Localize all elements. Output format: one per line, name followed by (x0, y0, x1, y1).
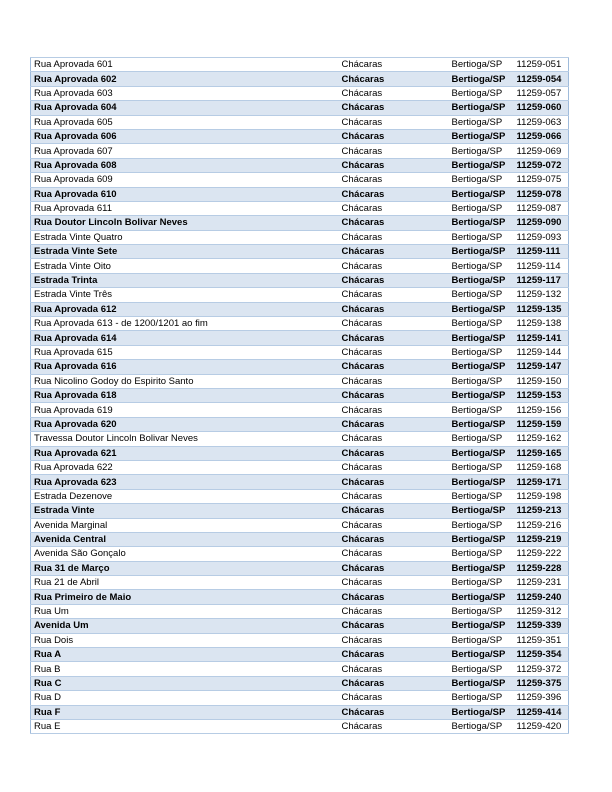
street-cell: Rua Aprovada 623 (31, 475, 339, 489)
city-state-cell: Bertioga/SP (449, 273, 514, 287)
neighborhood-cell: Chácaras (339, 158, 449, 172)
street-cell: Estrada Vinte (31, 504, 339, 518)
neighborhood-cell: Chácaras (339, 101, 449, 115)
street-cell: Rua Aprovada 613 - de 1200/1201 ao fim (31, 317, 339, 331)
city-state-cell: Bertioga/SP (449, 317, 514, 331)
street-cell: Rua Aprovada 622 (31, 460, 339, 474)
table-row (31, 504, 569, 518)
neighborhood-cell: Chácaras (339, 360, 449, 374)
neighborhood-cell: Chácaras (339, 475, 449, 489)
cep-cell: 11259-072 (514, 158, 569, 172)
cep-cell: 11259-213 (514, 504, 569, 518)
neighborhood-cell: Chácaras (339, 604, 449, 618)
street-cell: Rua B (31, 662, 339, 676)
city-state-cell: Bertioga/SP (449, 403, 514, 417)
city-state-cell: Bertioga/SP (449, 633, 514, 647)
table-row (31, 230, 569, 244)
neighborhood-cell: Chácaras (339, 302, 449, 316)
neighborhood-cell: Chácaras (339, 561, 449, 575)
cep-cell: 11259-066 (514, 129, 569, 143)
city-state-cell: Bertioga/SP (449, 648, 514, 662)
city-state-cell: Bertioga/SP (449, 705, 514, 719)
neighborhood-cell: Chácaras (339, 676, 449, 690)
neighborhood-cell: Chácaras (339, 187, 449, 201)
neighborhood-cell: Chácaras (339, 489, 449, 503)
city-state-cell: Bertioga/SP (449, 302, 514, 316)
cep-cell: 11259-222 (514, 547, 569, 561)
table-row (31, 129, 569, 143)
city-state-cell: Bertioga/SP (449, 360, 514, 374)
cep-cell: 11259-138 (514, 317, 569, 331)
street-cell: Rua Aprovada 606 (31, 129, 339, 143)
table-row (31, 144, 569, 158)
cep-cell: 11259-090 (514, 216, 569, 230)
cep-cell: 11259-231 (514, 576, 569, 590)
street-cell: Rua Aprovada 614 (31, 331, 339, 345)
street-cell: Rua Um (31, 604, 339, 618)
table-row (31, 331, 569, 345)
cep-cell: 11259-153 (514, 388, 569, 402)
city-state-cell: Bertioga/SP (449, 604, 514, 618)
city-state-cell: Bertioga/SP (449, 504, 514, 518)
city-state-cell: Bertioga/SP (449, 417, 514, 431)
table-row (31, 101, 569, 115)
cep-cell: 11259-117 (514, 273, 569, 287)
street-cell: Rua E (31, 719, 339, 733)
cep-cell: 11259-150 (514, 374, 569, 388)
neighborhood-cell: Chácaras (339, 245, 449, 259)
table-row (31, 676, 569, 690)
cep-cell: 11259-114 (514, 259, 569, 273)
city-state-cell: Bertioga/SP (449, 230, 514, 244)
city-state-cell: Bertioga/SP (449, 561, 514, 575)
neighborhood-cell: Chácaras (339, 72, 449, 86)
cep-cell: 11259-069 (514, 144, 569, 158)
street-cell: Avenida São Gonçalo (31, 547, 339, 561)
cep-cell: 11259-228 (514, 561, 569, 575)
city-state-cell: Bertioga/SP (449, 489, 514, 503)
neighborhood-cell: Chácaras (339, 144, 449, 158)
neighborhood-cell: Chácaras (339, 115, 449, 129)
city-state-cell: Bertioga/SP (449, 288, 514, 302)
neighborhood-cell: Chácaras (339, 576, 449, 590)
street-cell: Estrada Vinte Sete (31, 245, 339, 259)
cep-cell: 11259-087 (514, 201, 569, 215)
table-row (31, 259, 569, 273)
table-row (31, 216, 569, 230)
table-row (31, 705, 569, 719)
city-state-cell: Bertioga/SP (449, 173, 514, 187)
neighborhood-cell: Chácaras (339, 691, 449, 705)
street-cell: Rua Aprovada 601 (31, 58, 339, 72)
neighborhood-cell: Chácaras (339, 259, 449, 273)
table-row (31, 475, 569, 489)
city-state-cell: Bertioga/SP (449, 388, 514, 402)
street-cell: Rua Aprovada 602 (31, 72, 339, 86)
city-state-cell: Bertioga/SP (449, 101, 514, 115)
city-state-cell: Bertioga/SP (449, 158, 514, 172)
neighborhood-cell: Chácaras (339, 388, 449, 402)
city-state-cell: Bertioga/SP (449, 475, 514, 489)
cep-cell: 11259-396 (514, 691, 569, 705)
neighborhood-cell: Chácaras (339, 288, 449, 302)
street-cell: Estrada Dezenove (31, 489, 339, 503)
table-row (31, 288, 569, 302)
neighborhood-cell: Chácaras (339, 345, 449, 359)
city-state-cell: Bertioga/SP (449, 216, 514, 230)
table-row (31, 173, 569, 187)
cep-table-body (31, 58, 569, 734)
street-cell: Avenida Marginal (31, 518, 339, 532)
city-state-cell: Bertioga/SP (449, 129, 514, 143)
neighborhood-cell: Chácaras (339, 201, 449, 215)
street-cell: Avenida Central (31, 532, 339, 546)
city-state-cell: Bertioga/SP (449, 72, 514, 86)
neighborhood-cell: Chácaras (339, 230, 449, 244)
cep-cell: 11259-156 (514, 403, 569, 417)
city-state-cell: Bertioga/SP (449, 676, 514, 690)
cep-cell: 11259-420 (514, 719, 569, 733)
table-row (31, 619, 569, 633)
neighborhood-cell: Chácaras (339, 547, 449, 561)
cep-table (30, 57, 569, 734)
cep-cell: 11259-111 (514, 245, 569, 259)
cep-cell: 11259-216 (514, 518, 569, 532)
table-row (31, 302, 569, 316)
neighborhood-cell: Chácaras (339, 417, 449, 431)
street-cell: Rua 21 de Abril (31, 576, 339, 590)
street-cell: Rua Aprovada 616 (31, 360, 339, 374)
street-cell: Estrada Vinte Três (31, 288, 339, 302)
street-cell: Rua Aprovada 618 (31, 388, 339, 402)
street-cell: Rua Primeiro de Maio (31, 590, 339, 604)
city-state-cell: Bertioga/SP (449, 590, 514, 604)
table-row (31, 489, 569, 503)
street-cell: Estrada Vinte Quatro (31, 230, 339, 244)
street-cell: Rua Aprovada 603 (31, 86, 339, 100)
street-cell: Travessa Doutor Lincoln Bolivar Neves (31, 432, 339, 446)
street-cell: Rua 31 de Março (31, 561, 339, 575)
cep-cell: 11259-414 (514, 705, 569, 719)
cep-cell: 11259-144 (514, 345, 569, 359)
street-cell: Avenida Um (31, 619, 339, 633)
table-row (31, 58, 569, 72)
city-state-cell: Bertioga/SP (449, 345, 514, 359)
table-row (31, 561, 569, 575)
city-state-cell: Bertioga/SP (449, 619, 514, 633)
street-cell: Rua F (31, 705, 339, 719)
cep-cell: 11259-162 (514, 432, 569, 446)
table-row (31, 576, 569, 590)
neighborhood-cell: Chácaras (339, 403, 449, 417)
cep-cell: 11259-093 (514, 230, 569, 244)
table-row (31, 345, 569, 359)
neighborhood-cell: Chácaras (339, 129, 449, 143)
neighborhood-cell: Chácaras (339, 705, 449, 719)
cep-cell: 11259-078 (514, 187, 569, 201)
neighborhood-cell: Chácaras (339, 648, 449, 662)
cep-cell: 11259-351 (514, 633, 569, 647)
cep-cell: 11259-165 (514, 446, 569, 460)
cep-cell: 11259-051 (514, 58, 569, 72)
table-row (31, 317, 569, 331)
street-cell: Rua Doutor Lincoln Bolivar Neves (31, 216, 339, 230)
table-row (31, 388, 569, 402)
street-cell: Rua D (31, 691, 339, 705)
table-row (31, 115, 569, 129)
city-state-cell: Bertioga/SP (449, 187, 514, 201)
street-cell: Estrada Trinta (31, 273, 339, 287)
neighborhood-cell: Chácaras (339, 374, 449, 388)
neighborhood-cell: Chácaras (339, 532, 449, 546)
cep-cell: 11259-339 (514, 619, 569, 633)
neighborhood-cell: Chácaras (339, 58, 449, 72)
city-state-cell: Bertioga/SP (449, 86, 514, 100)
table-row (31, 403, 569, 417)
neighborhood-cell: Chácaras (339, 518, 449, 532)
table-row (31, 604, 569, 618)
street-cell: Rua Aprovada 608 (31, 158, 339, 172)
city-state-cell: Bertioga/SP (449, 460, 514, 474)
neighborhood-cell: Chácaras (339, 633, 449, 647)
table-row (31, 72, 569, 86)
city-state-cell: Bertioga/SP (449, 331, 514, 345)
cep-cell: 11259-171 (514, 475, 569, 489)
street-cell: Rua Aprovada 609 (31, 173, 339, 187)
city-state-cell: Bertioga/SP (449, 259, 514, 273)
neighborhood-cell: Chácaras (339, 317, 449, 331)
city-state-cell: Bertioga/SP (449, 432, 514, 446)
table-row (31, 273, 569, 287)
street-cell: Rua Aprovada 605 (31, 115, 339, 129)
cep-cell: 11259-159 (514, 417, 569, 431)
cep-cell: 11259-132 (514, 288, 569, 302)
cep-cell: 11259-141 (514, 331, 569, 345)
city-state-cell: Bertioga/SP (449, 201, 514, 215)
cep-cell: 11259-312 (514, 604, 569, 618)
city-state-cell: Bertioga/SP (449, 691, 514, 705)
street-cell: Rua Aprovada 610 (31, 187, 339, 201)
cep-cell: 11259-354 (514, 648, 569, 662)
cep-cell: 11259-240 (514, 590, 569, 604)
neighborhood-cell: Chácaras (339, 460, 449, 474)
table-row (31, 460, 569, 474)
cep-cell: 11259-372 (514, 662, 569, 676)
street-cell: Rua Aprovada 607 (31, 144, 339, 158)
street-cell: Rua Dois (31, 633, 339, 647)
city-state-cell: Bertioga/SP (449, 115, 514, 129)
street-cell: Rua Aprovada 620 (31, 417, 339, 431)
table-row (31, 648, 569, 662)
table-row (31, 532, 569, 546)
street-cell: Rua Aprovada 612 (31, 302, 339, 316)
table-row (31, 417, 569, 431)
neighborhood-cell: Chácaras (339, 719, 449, 733)
neighborhood-cell: Chácaras (339, 590, 449, 604)
city-state-cell: Bertioga/SP (449, 532, 514, 546)
street-cell: Rua Aprovada 611 (31, 201, 339, 215)
neighborhood-cell: Chácaras (339, 432, 449, 446)
cep-cell: 11259-168 (514, 460, 569, 474)
table-row (31, 374, 569, 388)
table-row (31, 662, 569, 676)
street-cell: Estrada Vinte Oito (31, 259, 339, 273)
city-state-cell: Bertioga/SP (449, 547, 514, 561)
cep-cell: 11259-060 (514, 101, 569, 115)
street-cell: Rua Aprovada 615 (31, 345, 339, 359)
cep-cell: 11259-075 (514, 173, 569, 187)
cep-cell: 11259-054 (514, 72, 569, 86)
neighborhood-cell: Chácaras (339, 173, 449, 187)
table-row (31, 446, 569, 460)
city-state-cell: Bertioga/SP (449, 446, 514, 460)
cep-cell: 11259-057 (514, 86, 569, 100)
table-row (31, 547, 569, 561)
table-row (31, 432, 569, 446)
city-state-cell: Bertioga/SP (449, 719, 514, 733)
cep-cell: 11259-135 (514, 302, 569, 316)
street-cell: Rua Aprovada 619 (31, 403, 339, 417)
table-row (31, 633, 569, 647)
neighborhood-cell: Chácaras (339, 216, 449, 230)
street-cell: Rua C (31, 676, 339, 690)
cep-cell: 11259-147 (514, 360, 569, 374)
table-row (31, 201, 569, 215)
table-row (31, 590, 569, 604)
city-state-cell: Bertioga/SP (449, 576, 514, 590)
neighborhood-cell: Chácaras (339, 446, 449, 460)
street-cell: Rua Nicolino Godoy do Espirito Santo (31, 374, 339, 388)
cep-cell: 11259-198 (514, 489, 569, 503)
city-state-cell: Bertioga/SP (449, 374, 514, 388)
cep-cell: 11259-375 (514, 676, 569, 690)
neighborhood-cell: Chácaras (339, 662, 449, 676)
table-row (31, 158, 569, 172)
neighborhood-cell: Chácaras (339, 619, 449, 633)
cep-cell: 11259-063 (514, 115, 569, 129)
table-row (31, 187, 569, 201)
table-row (31, 360, 569, 374)
table-row (31, 245, 569, 259)
table-row (31, 86, 569, 100)
city-state-cell: Bertioga/SP (449, 662, 514, 676)
street-cell: Rua A (31, 648, 339, 662)
table-row (31, 518, 569, 532)
table-row (31, 691, 569, 705)
street-cell: Rua Aprovada 604 (31, 101, 339, 115)
table-row (31, 719, 569, 733)
city-state-cell: Bertioga/SP (449, 144, 514, 158)
street-cell: Rua Aprovada 621 (31, 446, 339, 460)
city-state-cell: Bertioga/SP (449, 518, 514, 532)
neighborhood-cell: Chácaras (339, 86, 449, 100)
cep-cell: 11259-219 (514, 532, 569, 546)
neighborhood-cell: Chácaras (339, 273, 449, 287)
city-state-cell: Bertioga/SP (449, 58, 514, 72)
neighborhood-cell: Chácaras (339, 504, 449, 518)
city-state-cell: Bertioga/SP (449, 245, 514, 259)
neighborhood-cell: Chácaras (339, 331, 449, 345)
